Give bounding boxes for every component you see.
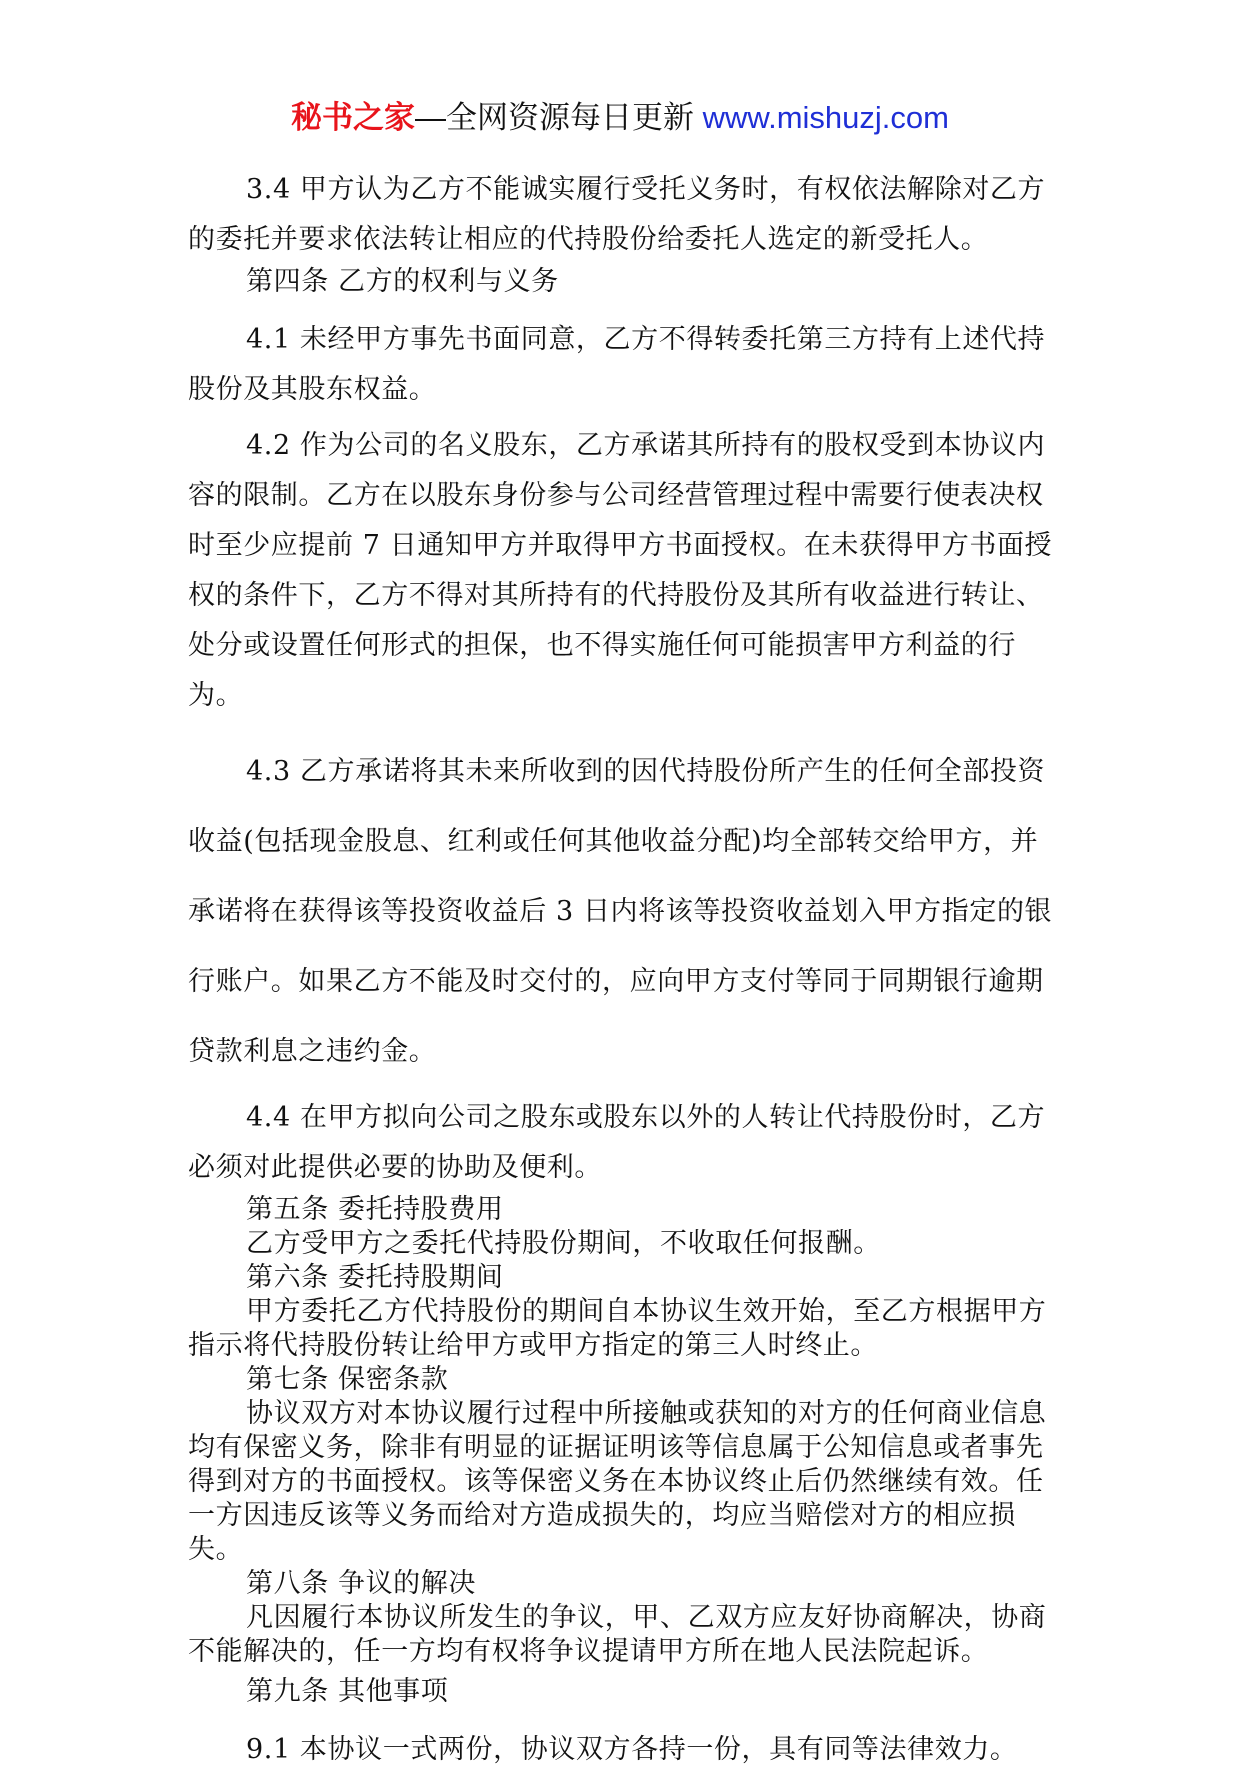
clause-9-1: 9.1 本协议一式两份，协议双方各持一份，具有同等法律效力。 <box>246 1734 1018 1765</box>
site-brand: 秘书之家 <box>291 100 416 135</box>
clause-4-4: 4.4 在甲方拟向公司之股东或股东以外的人转让代持股份时，乙方必须对此提供必要的协助及便利。 <box>188 1102 1046 1183</box>
clause-4-2: 4.2 作为公司的名义股东，乙方承诺其所持有的股权受到本协议内容的限制。乙方在以股东身份参与公司经营管理过程中需要行使表决权时至少应提前 7 日通知甲方并取得甲方书面授权。在未获得甲方书面授权的条件下，乙方不得对其所持有的代持股份及其所有收益进行转让、处分或设置任何形式的担保，也不得实施任何可能损害甲方利益的行为。 <box>188 430 1053 711</box>
article-5-title: 第五条 委托持股费用 <box>246 1194 504 1225</box>
document-body <box>188 165 1058 1775</box>
article-6-title: 第六条 委托持股期间 <box>246 1262 504 1293</box>
site-tagline: —全网资源每日更新 <box>415 100 695 135</box>
clause-4-1: 4.1 未经甲方事先书面同意，乙方不得转委托第三方持有上述代持股份及其股东权益。 <box>188 324 1046 405</box>
article-7-body: 协议双方对本协议履行过程中所接触或获知的对方的任何商业信息均有保密义务，除非有明显的证据证明该等信息属于公知信息或者事先得到对方的书面授权。该等保密义务在本协议终止后仍然继续有效。任一方因违反该等义务而给对方造成损失的，均应当赔偿对方的相应损失。 <box>188 1398 1047 1565</box>
clause-4-3: 4.3 乙方承诺将其未来所收到的因代持股份所产生的任何全部投资收益(包括现金股息、红利或任何其他收益分配)均全部转交给甲方，并承诺将在获得该等投资收益后 3 日内将该等投资收益划入甲方指定的银行账户。如果乙方不能及时交付的，应向甲方支付等同于同期银行逾期贷款利息之违约金。 <box>188 756 1053 1067</box>
article-7-title: 第七条 保密条款 <box>246 1364 449 1395</box>
site-url-link[interactable]: www.mishuzj.com <box>702 100 949 135</box>
article-4-title: 第四条 乙方的权利与义务 <box>246 266 559 297</box>
article-9-title: 第九条 其他事项 <box>246 1676 449 1707</box>
article-8-body: 凡因履行本协议所发生的争议，甲、乙双方应友好协商解决，协商不能解决的，任一方均有权将争议提请甲方所在地人民法院起诉。 <box>188 1602 1047 1667</box>
article-8-title: 第八条 争议的解决 <box>246 1568 476 1599</box>
article-5-body: 乙方受甲方之委托代持股份期间，不收取任何报酬。 <box>246 1228 881 1259</box>
site-header <box>0 98 1240 138</box>
clause-3-4: 3.4 甲方认为乙方不能诚实履行受托义务时，有权依法解除对乙方的委托并要求依法转让相应的代持股份给委托人选定的新受托人。 <box>188 174 1046 255</box>
article-6-body: 甲方委托乙方代持股份的期间自本协议生效开始，至乙方根据甲方指示将代持股份转让给甲方或甲方指定的第三人时终止。 <box>188 1296 1047 1361</box>
